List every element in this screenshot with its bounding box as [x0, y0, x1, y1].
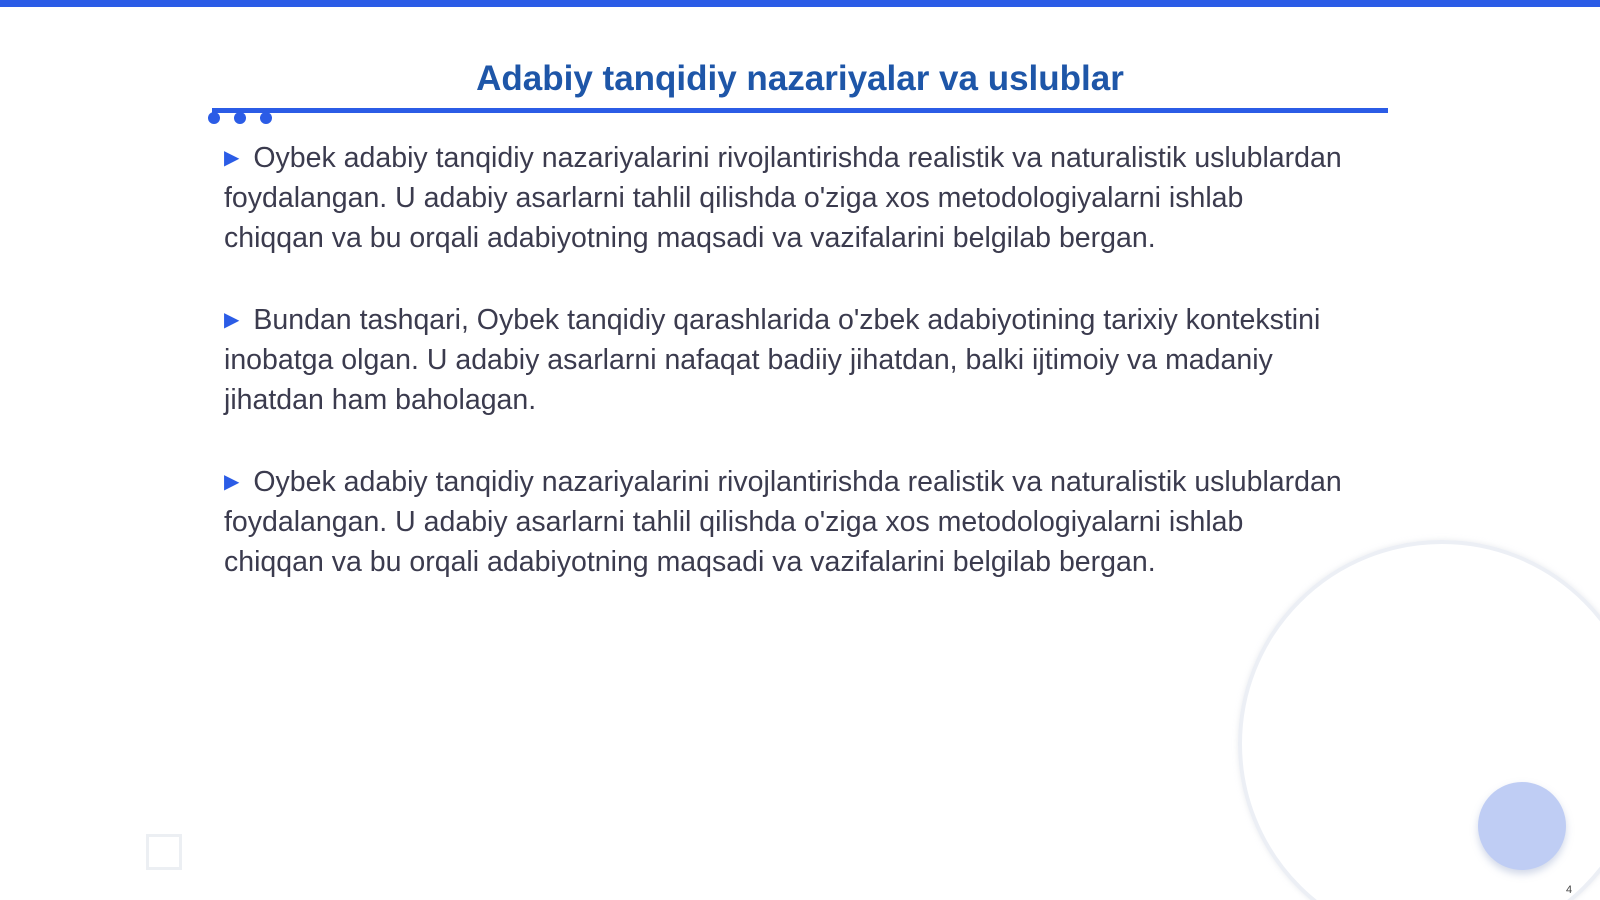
bullet-list	[224, 138, 1344, 624]
bullet-arrow-icon: ▶	[224, 147, 240, 169]
bullet-item	[224, 462, 1344, 582]
top-accent-bar	[0, 0, 1600, 7]
underline-dot	[234, 112, 246, 124]
underline-dot	[260, 112, 272, 124]
bullet-arrow-icon: ▶	[224, 471, 240, 493]
decorative-square	[146, 834, 182, 870]
slide-title: Adabiy tanqidiy nazariyalar va uslublar	[476, 59, 1124, 98]
underline-dot	[208, 112, 220, 124]
bullet-item	[224, 300, 1344, 420]
page-number: 4	[1566, 884, 1573, 896]
title-underline	[212, 108, 1388, 113]
bullet-item	[224, 138, 1344, 258]
decorative-circle	[1478, 782, 1566, 870]
bullet-text: Bundan tashqari, Oybek tanqidiy qarashlarida o'zbek adabiyotining tarixiy kontekstini inobatga olgan. U adabiy asarlarni nafaqat badiiy jihatdan, balki ijtimoiy va madaniy jihatdan ham baholagan.	[224, 304, 1321, 416]
bullet-text: Oybek adabiy tanqidiy nazariyalarini rivojlantirishda realistik va naturalistik uslublardan foydalangan. U adabiy asarlarni tahlil qilishda o'ziga xos metodologiyalarni ishlab chiqqan va bu orqali adabiyotning maqsadi va vazifalarini belgilab bergan.	[224, 142, 1342, 254]
bullet-arrow-icon: ▶	[224, 309, 240, 331]
bullet-text: Oybek adabiy tanqidiy nazariyalarini rivojlantirishda realistik va naturalistik uslublardan foydalangan. U adabiy asarlarni tahlil qilishda o'ziga xos metodologiyalarni ishlab chiqqan va bu orqali adabiyotning maqsadi va vazifalarini belgilab bergan.	[224, 466, 1342, 578]
